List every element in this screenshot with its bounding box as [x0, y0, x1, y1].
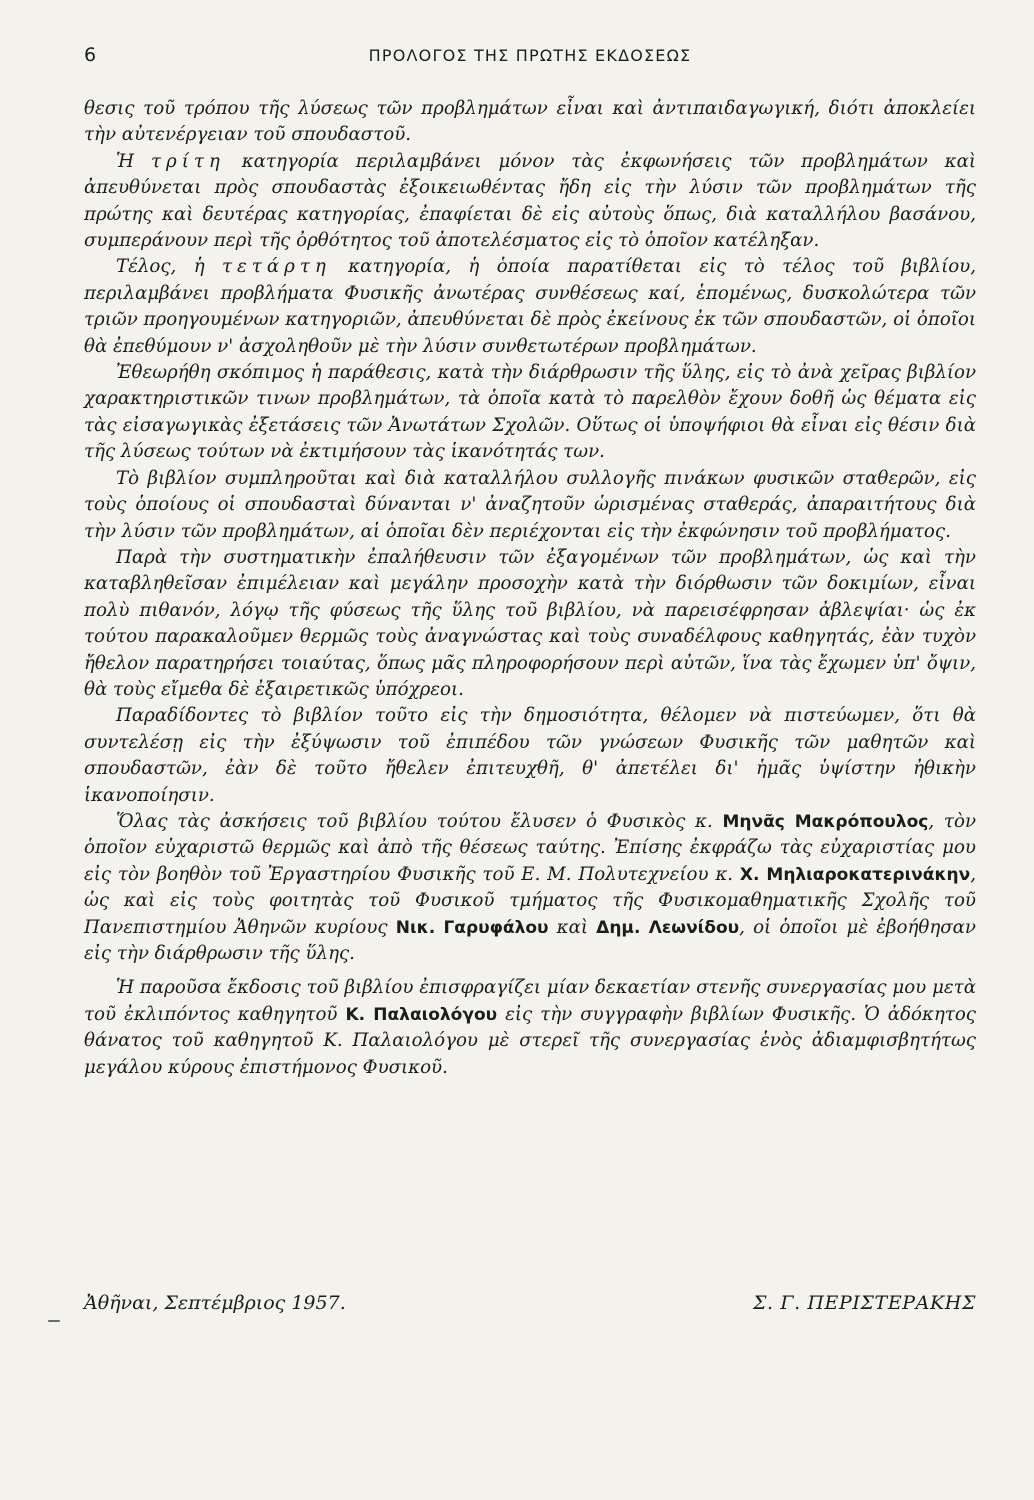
paragraph-2-rest: κατηγορία περιλαμβάνει μόνον τὰς ἐκφωνήσεις τῶν προβλημάτων καὶ ἀπευθύνεται πρὸς σπουδαστὰς ἐξοικειωθέντας ἤδη εἰς τὴν λύσιν τῶν προβλημάτων τῆς πρώτης καὶ δευτέρας κατηγορίας, ἐπαφίεται δὲ εἰς αὐτοὺς ὅπως, διὰ καταλλήλου βασάνου, συμπεράνουν περὶ τῆς ὀρθότητος τοῦ ἀποτελέσματος εἰς τὸ ὁποῖον κατέληξαν.	[84, 150, 977, 252]
paragraph-8-part-e: , οἱ ὁποῖοι μὲ ἐβοήθησαν εἰς τὴν διάρθρωσιν τῆς ὕλης.	[84, 916, 976, 964]
paragraph-8-part-a: Ὅλας τὰς ἀσκήσεις τοῦ βιβλίου τούτου ἔλυσεν ὁ Φυσικὸς κ.	[116, 810, 723, 832]
paragraph-2-start: Ἡ	[116, 150, 151, 172]
paragraph-tables	[84, 466, 976, 545]
preface-text	[84, 96, 976, 1081]
name-garyfalou: Νικ. Γαρυφάλου	[395, 917, 549, 938]
paragraph-9-part-a: Ἡ παροῦσα ἔκδοσις τοῦ βιβλίου ἐπισφραγίζει μίαν δεκαετίαν στενῆς συνεργασίας μου μετὰ τοῦ ἐκλιπόντος καθηγητοῦ	[84, 977, 976, 1025]
paragraph-errata	[84, 545, 976, 703]
paragraph-exam-problems	[84, 360, 976, 466]
emphasis-third: τρίτη	[150, 150, 225, 172]
paragraph-8-part-c: , ὡς καὶ εἰς τοὺς φοιτητὰς τοῦ Φυσικοῦ τμήματος τῆς Φυσικομαθηματικῆς Σχολῆς τοῦ Πανεπιστημίου Ἀθηνῶν κυρίους	[84, 863, 977, 938]
author-signature: Σ. Γ. ΠΕΡΙΣΤΕΡΑΚΗΣ	[753, 1292, 976, 1314]
paragraph-6-text: Παρὰ τὴν συστηματικὴν ἐπαλήθευσιν τῶν ἐξαγομένων τῶν προβλημάτων, ὡς καὶ τὴν καταβληθεῖσαν ἐπιμέλειαν καὶ μεγάλην προσοχὴν κατὰ τὴν διόρθωσιν τῶν δοκιμίων, εἶναι πολὺ πιθανόν, λόγῳ τῆς φύσεως τῆς ὕλης τοῦ βιβλίου, νὰ παρεισέφρησαν ἀβλεψίαι· ὡς ἐκ τούτου παρακαλοῦμεν θερμῶς τοὺς ἀναγνώστας καὶ τοὺς συναδέλφους καθηγητάς, ἐὰν τυχὸν ἤθελον παρατηρήσει τοιαύτας, ὅπως μᾶς πληροφορήσουν περὶ αὐτῶν, ἵνα τὰς ἔχωμεν ὑπ' ὄψιν, θὰ τοὺς εἴμεθα δὲ ἐξαιρετικῶς ὑπόχρεοι.	[84, 546, 976, 700]
paragraph-8-part-d: καὶ	[548, 916, 597, 938]
paragraph-1-text: θεσις τοῦ τρόπου τῆς λύσεως τῶν προβλημάτων εἶναι καὶ ἀντιπαιδαγωγική, διότι ἀποκλείει τὴν αὐτενέργειαν τοῦ σπουδαστοῦ.	[84, 98, 976, 146]
page-header	[84, 44, 976, 76]
name-miliarokaterinakis: Χ. Μηλιαροκατερινάκην	[739, 864, 971, 885]
name-palaiologou: Κ. Παλαιολόγου	[345, 1004, 498, 1025]
paragraph-third-category	[84, 149, 976, 255]
paragraph-fourth-category	[84, 254, 976, 360]
paragraph-7-text: Παραδίδοντες τὸ βιβλίον τοῦτο εἰς τὴν δημοσιότητα, θέλομεν νὰ πιστεύωμεν, ὅτι θὰ συντελέσῃ εἰς τὴν ἐξύψωσιν τοῦ ἐπιπέδου τῶν γνώσεων Φυσικῆς τῶν μαθητῶν καὶ σπουδαστῶν, ἐὰν δὲ τοῦτο ἤθελεν ἐπιτευχθῆ, θ' ἀπετέλει δι' ἡμᾶς ὑψίστην ἠθικὴν ἱκανοποίησιν.	[84, 705, 976, 806]
name-leonidou: Δημ. Λεωνίδου	[596, 917, 740, 938]
paragraph-publication	[84, 703, 976, 809]
emphasis-fourth: τετάρτη	[221, 256, 331, 278]
paragraph-8-part-b: , τὸν ὁποῖον εὐχαριστῶ θερμῶς καὶ ἀπὸ τῆς θέσεως ταύτης. Ἐπίσης ἐκφράζω τὰς εὐχαριστίας μου εἰς τὸν βοηθὸν τοῦ Ἐργαστηρίου Φυσικῆς τοῦ Ε. Μ. Πολυτεχνείου κ.	[84, 810, 976, 885]
paragraph-acknowledgements	[84, 809, 976, 967]
running-title: ΠΡΟΛΟΓΟΣ ΤΗΣ ΠΡΩΤΗΣ ΕΚΔΟΣΕΩΣ	[368, 46, 692, 65]
ink-speck	[48, 1320, 60, 1322]
name-makropoulos: Μηνᾶς Μακρόπουλος	[722, 811, 929, 832]
paragraph-4-text: Ἐθεωρήθη σκόπιμος ἡ παράθεσις, κατὰ τὴν διάρθρωσιν τῆς ὕλης, εἰς τὸ ἀνὰ χεῖρας βιβλίον χαρακτηριστικῶν τινων προβλημάτων, τὰ ὁποῖα κατὰ τὸ παρελθὸν ἔχουν δοθῆ ὡς θέματα εἰς τὰς εἰσαγωγικὰς ἐξετάσεις τῶν Ἀνωτάτων Σχολῶν. Οὕτως οἱ ὑποψήφιοι θὰ εἶναι εἰς θέσιν διὰ τῆς λύσεως τούτων νὰ ἐκτιμήσουν τὰς ἱκανότητάς των.	[84, 362, 976, 463]
paragraph-3-start: Τέλος, ἡ	[116, 256, 222, 278]
signature-block	[84, 1292, 976, 1324]
paragraph-3-rest: κατηγορία, ἡ ὁποία παρατίθεται εἰς τὸ τέλος τοῦ βιβλίου, περιλαμβάνει προβλήματα Φυσικῆς ἀνωτέρας συνθέσεως καί, ἑπομένως, δυσκολώτερα τῶν τριῶν προηγουμένων κατηγοριῶν, ἀπευθύνεται δὲ πρὸς ἐκείνους ἐκ τῶν σπουδαστῶν, οἱ ὁποῖοι θὰ ἐπεθύμουν ν' ἀσχοληθοῦν μὲ τὴν λύσιν συνθετωτέρων προβλημάτων.	[84, 256, 977, 357]
paragraph-9-part-b: εἰς τὴν συγγραφὴν βιβλίων Φυσικῆς. Ὁ ἀδόκητος θάνατος τοῦ καθηγητοῦ Κ. Παλαιολόγου μὲ στερεῖ τῆς συνεργασίας ἑνὸς ἀδιαμφισβητήτως μεγάλου κύρους ἐπιστήμονος Φυσικοῦ.	[84, 1003, 976, 1078]
paragraph-5-text: Τὸ βιβλίον συμπληροῦται καὶ διὰ καταλλήλου συλλογῆς πινάκων φυσικῶν σταθερῶν, εἰς τοὺς ὁποίους οἱ σπουδασταὶ δύνανται ν' ἀναζητοῦν ὡρισμένας σταθεράς, ἀπαραιτήτους διὰ τὴν λύσιν τῶν προβλημάτων, αἱ ὁποῖαι δὲν περιέχονται εἰς τὴν ἐκφώνησιν τοῦ προβλήματος.	[84, 467, 976, 542]
paragraph-dedication	[84, 975, 976, 1081]
place-and-date: Ἀθῆναι, Σεπτέμβριος 1957.	[84, 1292, 346, 1314]
paragraph-1	[84, 96, 976, 149]
page-number: 6	[84, 44, 98, 66]
